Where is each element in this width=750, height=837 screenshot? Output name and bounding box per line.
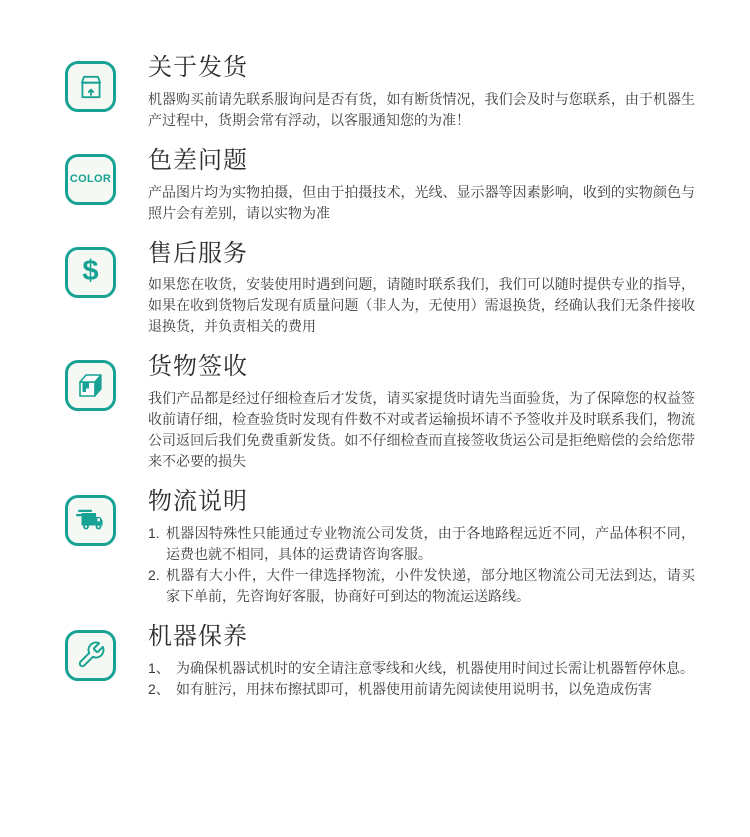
section-logistics (65, 488, 695, 607)
section-maintenance (65, 623, 695, 700)
section-after-sales (65, 240, 695, 338)
section-shipping (65, 54, 695, 131)
wrench-icon (65, 630, 116, 681)
package-icon (65, 61, 116, 112)
section-body: 机器购买前请先联系服询问是否有货，如有断货情况，我们会及时与您联系，由于机器生产过程中，货期会常有浮动，以客服通知您的为准！ (148, 90, 695, 128)
list-item (148, 658, 695, 679)
section-color-difference (65, 147, 695, 224)
list-item (148, 679, 695, 700)
list-item (148, 565, 695, 607)
section-title: 色差问题 (148, 146, 248, 174)
section-title: 物流说明 (148, 488, 248, 516)
box-3d-icon (65, 360, 116, 411)
list-item-number: 1、 (148, 659, 170, 676)
color-icon (65, 154, 116, 205)
section-goods-receipt (65, 353, 695, 472)
list-item-text: 如有脏污，用抹布擦拭即可，机器使用前请先阅读使用说明书，以免造成伤害 (176, 680, 652, 697)
list-item-number: 1. (148, 524, 160, 541)
list-item-text: 为确保机器试机时的安全请注意零线和火线，机器使用时间过长需让机器暂停休息。 (176, 659, 694, 676)
dollar-icon (65, 247, 116, 298)
color-icon-label: COLOR (69, 173, 112, 186)
section-body: 如果您在收货，安装使用时遇到问题，请随时联系我们，我们可以随时提供专业的指导，如果在收到货物后发现有质量问题（非人为，无使用）需退换货，经确认我们无条件接收退换货，并负责相关的费用 (148, 276, 695, 335)
section-body: 产品图片均为实物拍摄，但由于拍摄技术，光线、显示器等因素影响，收到的实物颜色与照片会有差别，请以实物为准 (148, 183, 695, 221)
section-title: 机器保养 (148, 622, 248, 650)
list-item (148, 523, 695, 565)
list-item-number: 2. (148, 566, 160, 583)
dollar-icon-label: $ (82, 254, 99, 287)
section-title: 售后服务 (148, 239, 248, 267)
section-title: 货物签收 (148, 353, 248, 381)
list-item-text: 机器因特殊性只能通过专业物流公司发货，由于各地路程远近不同，产品体积不同，运费也就不相同，具体的运费请咨询客服。 (166, 524, 695, 562)
section-body: 我们产品都是经过仔细检查后才发货，请买家提货时请先当面验货，为了保障您的权益签收前请仔细，检查验货时发现有件数不对或者运输损坏请不予签收并及时联系我们，物流公司返回后我们免费重新发货。如不仔细检查而直接签收货运公司是拒绝赔偿的会给您带来不必要的损失 (148, 390, 695, 470)
list-item-number: 2、 (148, 680, 170, 697)
truck-icon (65, 495, 116, 546)
list-item-text: 机器有大小件，大件一律选择物流，小件发快递，部分地区物流公司无法到达，请买家下单前，先咨询好客服，协商好可到达的物流运送路线。 (166, 566, 695, 604)
section-title: 关于发货 (148, 54, 248, 81)
